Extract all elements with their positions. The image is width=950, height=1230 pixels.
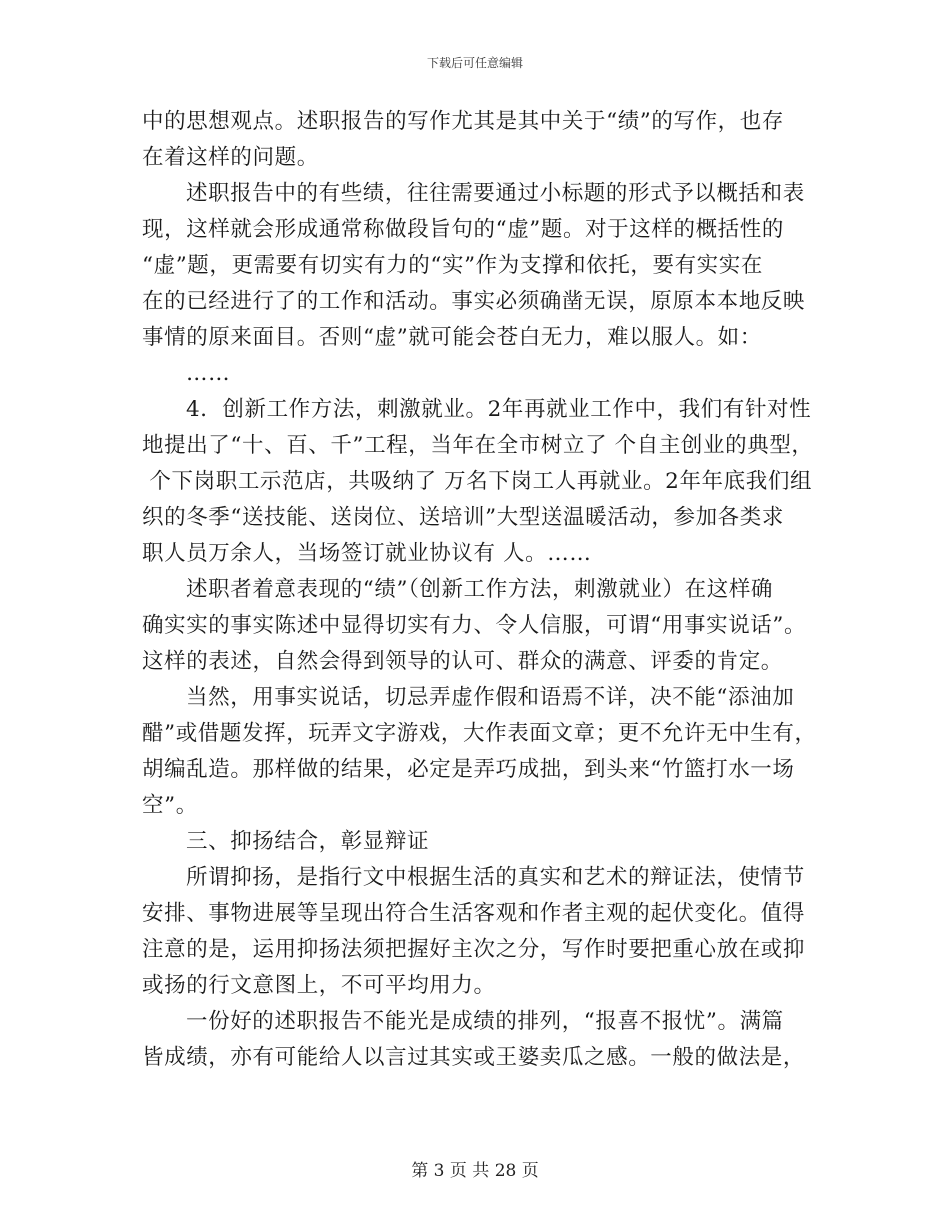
text-line: 当然，用事实说话，切忌弄虚作假和语焉不详，决不能“添油加: [186, 685, 795, 710]
text-line: 述职报告中的有些绩，往往需要通过小标题的形式予以概括和表: [186, 181, 805, 206]
text-line: 4．创新工作方法，刺激就业。2年再就业工作中，我们有针对性: [186, 397, 812, 422]
text-line: 注意的是，运用抑扬法须把握好主次之分，写作时要把重心放在或抑: [142, 937, 806, 962]
text-line: 醋”或借题发挥，玩弄文字游戏，大作表面文章；更不允许无中生有，: [142, 721, 817, 746]
document-body: [142, 104, 818, 1076]
text-line: 现，这样就会形成通常称做段旨句的“虚”题。对于这样的概括性的: [142, 217, 784, 242]
text-line: 地提出了“十、百、千”工程，当年在全市树立了 个自主创业的典型，: [142, 433, 814, 458]
text-line: 述职者着意表现的“绩”（创新工作方法，刺激就业）在这样确: [186, 577, 774, 602]
text-line: 职人员万余人，当场签订就业协议有 人。……: [142, 541, 592, 566]
section-heading: 三、抑扬结合，彰显辩证: [186, 829, 430, 854]
page-header: 下载后可任意编辑: [426, 56, 523, 70]
text-line: 个下岗职工示范店，共吸纳了 万名下岗工人再就业。2年年底我们组: [142, 469, 813, 494]
text-line: 织的冬季“送技能、送岗位、送培训”大型送温暖活动，参加各类求: [142, 505, 784, 530]
text-line: 安排、事物进展等呈现出符合生活客观和作者主观的起伏变化。值得: [142, 901, 806, 926]
text-line: 空”。: [142, 793, 198, 818]
text-line: ……: [186, 361, 231, 386]
text-line: 所谓抑扬，是指行文中根据生活的真实和艺术的辩证法，使情节: [186, 865, 805, 890]
text-line: 确实实的事实陈述中显得切实有力、令人信服，可谓“用事实说话”。: [142, 613, 807, 638]
text-line: “虚”题，更需要有切实有力的“实”作为支撑和依托，要有实实在: [142, 253, 763, 278]
text-line: 或扬的行文意图上，不可平均用力。: [142, 973, 496, 998]
text-line: 这样的表述，自然会得到领导的认可、群众的满意、评委的肯定。: [142, 649, 783, 674]
text-line: 胡编乱造。那样做的结果，必定是弄巧成拙，到头来“竹篮打水一场: [142, 757, 795, 782]
text-line: 中的思想观点。述职报告的写作尤其是其中关于“绩”的写作，也存: [142, 109, 784, 134]
text-line: 皆成绩，亦有可能给人以言过其实或王婆卖瓜之感。一般的做法是，: [142, 1045, 806, 1070]
text-line: 在着这样的问题。: [142, 145, 319, 170]
text-line: 一份好的述职报告不能光是成绩的排列，“报喜不报忧”。满篇: [186, 1009, 784, 1034]
page-number: 第 3 页 共 28 页: [411, 1161, 539, 1181]
text-line: 事情的原来面目。否则“虚”就可能会苍白无力，难以服人。如：: [142, 325, 762, 350]
text-line: 在的已经进行了的工作和活动。事实必须确凿无误，原原本本地反映: [142, 289, 806, 314]
